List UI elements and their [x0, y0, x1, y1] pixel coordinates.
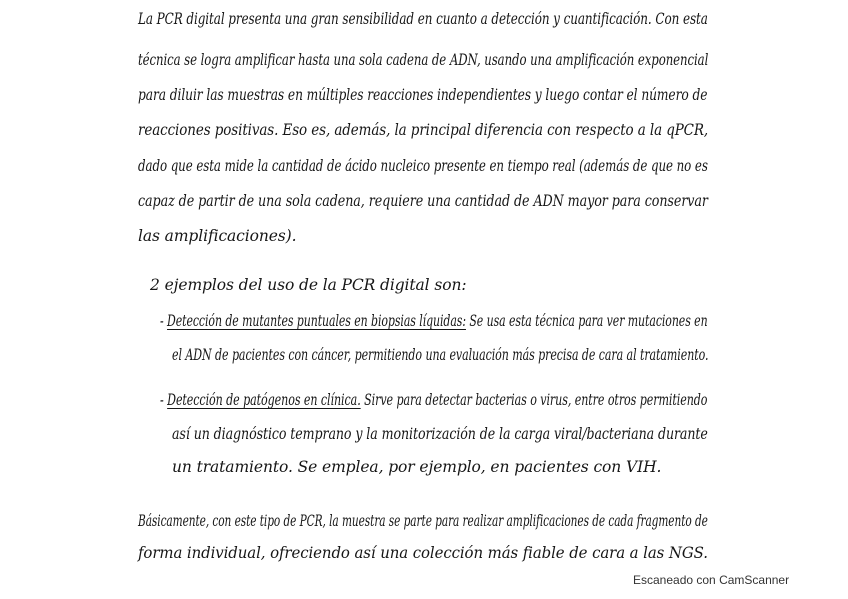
bullet-2-line-3: un tratamiento. Se emplea, por ejemplo, en pacientes con VIH.	[172, 458, 662, 476]
bullet-1-dash: -	[160, 312, 164, 330]
paragraph-1-line-4: reacciones positivas. Eso es, además, la principal diferencia con respecto a la qPCR,	[138, 121, 709, 139]
paragraph-1-line-3: para diluir las muestras en múltiples reacciones independientes y luego contar el número de	[138, 86, 708, 104]
paragraph-2-line-2: forma individual, ofreciendo así una colección más fiable de cara a las NGS.	[138, 544, 708, 562]
bullet-1-heading: Detección de mutantes puntuales en biopsias líquidas:	[167, 312, 466, 330]
paragraph-1-line-7: las amplificaciones).	[138, 227, 297, 245]
paragraph-1-line-5: dado que esta mide la cantidad de ácido nucleico presente en tiempo real (además de que no es	[138, 157, 708, 175]
scanner-watermark: Escaneado con CamScanner	[633, 573, 790, 587]
bullet-1-text: Se usa esta técnica para ver mutaciones en	[469, 312, 708, 330]
paragraph-1-line-2: técnica se logra amplificar hasta una sola cadena de ADN, usando una amplificación exponencial	[138, 51, 709, 69]
bullet-2-text: Sirve para detectar bacterias o virus, entre otros permitiendo	[364, 391, 708, 409]
examples-intro: 2 ejemplos del uso de la PCR digital son:	[150, 276, 467, 294]
paragraph-2-line-1: Básicamente, con este tipo de PCR, la muestra se parte para realizar amplificaciones de cada fragmento de	[138, 512, 708, 530]
paragraph-1-line-6: capaz de partir de una sola cadena, requiere una cantidad de ADN mayor para conservar	[138, 192, 708, 210]
paragraph-1-line-1: La PCR digital presenta una gran sensibilidad en cuanto a detección y cuantificación. Con esta	[138, 10, 708, 28]
bullet-2-heading: Detección de patógenos en clínica.	[167, 391, 361, 409]
bullet-1-line-1	[160, 312, 708, 330]
right-margin	[728, 0, 848, 599]
left-margin	[0, 0, 120, 599]
bullet-2-line-2: así un diagnóstico temprano y la monitorización de la carga viral/bacteriana durante	[172, 425, 708, 443]
bullet-2-dash: -	[160, 391, 164, 409]
bullet-2-line-1	[160, 391, 707, 409]
bullet-1-line-2: el ADN de pacientes con cáncer, permitiendo una evaluación más precisa de cara al tratamiento.	[172, 346, 709, 364]
